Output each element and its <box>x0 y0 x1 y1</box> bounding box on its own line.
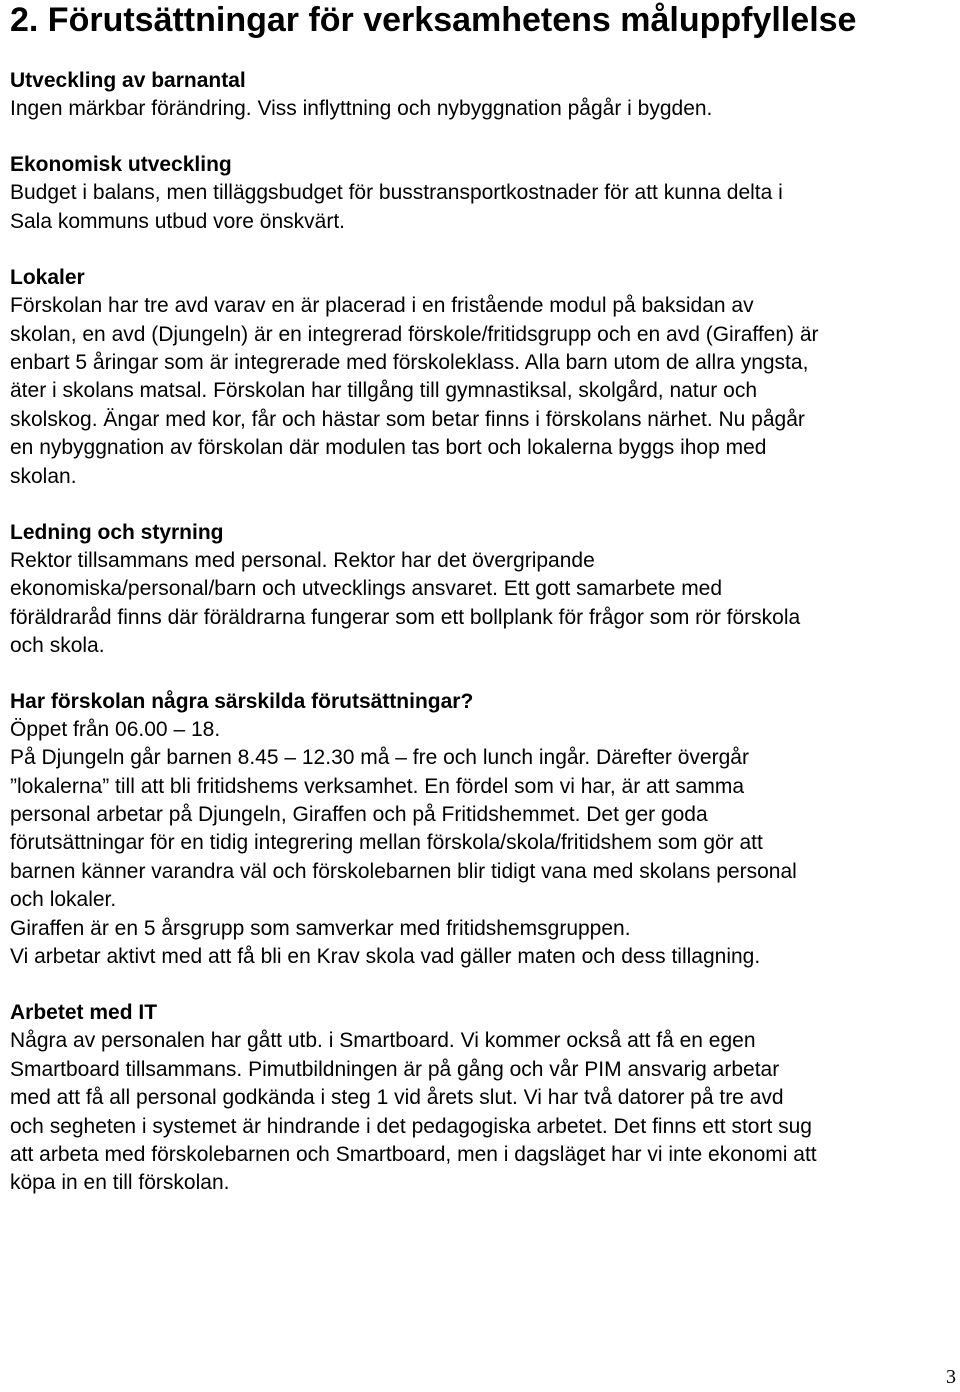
section-heading-ledning: Ledning och styrning <box>10 521 224 545</box>
section-sarskilda <box>10 688 955 972</box>
section-barnantal <box>10 67 955 123</box>
section-heading-ekonomi: Ekonomisk utveckling <box>10 153 232 177</box>
page-title: 2. Förutsättningar för verksamhetens måluppfyllelse <box>10 1 857 39</box>
paragraph-lokaler: Förskolan har tre avd varav en är placerad i en fristående modul på baksidan av skolan, en avd (Djungeln) är en integrerad förskole/fritidsgrupp och en avd (Giraffen) är enbart 5 åringar som är integrerade med förskoleklass. Alla barn utom de allra yngsta, äter i skolans matsal. Förskolan har tillgång till gymnastiksal, skolgård, natur och skolskog. Ängar med kor, får och hästar som betar finns i förskolans närhet. Nu pågår en nybyggnation av förskolan där modulen tas bort och lokalerna byggs ihop med skolan. <box>10 294 819 488</box>
section-heading-barnantal: Utveckling av barnantal <box>10 69 246 92</box>
section-lokaler <box>10 264 955 491</box>
section-ledning <box>10 519 955 661</box>
paragraph-krav: Vi arbetar aktivt med att få bli en Krav skola vad gäller maten och dess tillagning. <box>10 944 761 968</box>
paragraph-giraffen: Giraffen är en 5 årsgrupp som samverkar med fritidshemsgruppen. <box>10 916 631 940</box>
section-it <box>10 999 955 1197</box>
paragraph-it: Några av personalen har gått utb. i Smartboard. Vi kommer också att få en egen Smartboard tillsammans. Pimutbildningen är på gång och vår PIM ansvarig arbetar med att få all personal godkända i steg 1 vid årets slut. Vi har två datorer på tre avd och segheten i systemet är hindrande i det pedagogiska arbetet. Det finns ett stort sug att arbeta med förskolebarnen och Smartboard, men i dagsläget har vi inte ekonomi att köpa in en till förskolan. <box>10 1029 817 1195</box>
section-heading-lokaler: Lokaler <box>10 266 85 290</box>
paragraph-opening-hours: Öppet från 06.00 – 18. <box>10 717 221 741</box>
paragraph-ledning: Rektor tillsammans med personal. Rektor har det övergripande ekonomiska/personal/barn och utvecklings ansvaret. Ett gott samarbete med föräldraråd finns där föräldrarna fungerar som ett bollplank för frågor som rör förskola och skola. <box>10 549 801 658</box>
section-ekonomi <box>10 151 955 236</box>
document-page <box>10 0 955 1198</box>
paragraph-djungeln: På Djungeln går barnen 8.45 – 12.30 må – fre och lunch ingår. Därefter övergår ”lokalerna” till att bli fritidshems verksamhet. En fördel som vi har, är att samma personal arbetar på Djungeln, Giraffen och på Fritidshemmet. Det ger goda förutsättningar för en tidig integrering mellan förskola/skola/fritidshem som gör att barnen känner varandra väl och förskolebarnen blir tidigt vana med skolans personal och lokaler. <box>10 746 797 912</box>
paragraph-ekonomi: Budget i balans, men tilläggsbudget för busstransportkostnader för att kunna delta i Sala kommuns utbud vore önskvärt. <box>10 181 783 233</box>
section-heading-it: Arbetet med IT <box>10 1001 158 1025</box>
page-number: 3 <box>946 1366 956 1388</box>
paragraph-barnantal: Ingen märkbar förändring. Viss inflyttning och nybyggnation pågår i bygden. <box>10 97 713 120</box>
section-heading-sarskilda: Har förskolan några särskilda förutsättningar? <box>10 689 474 713</box>
